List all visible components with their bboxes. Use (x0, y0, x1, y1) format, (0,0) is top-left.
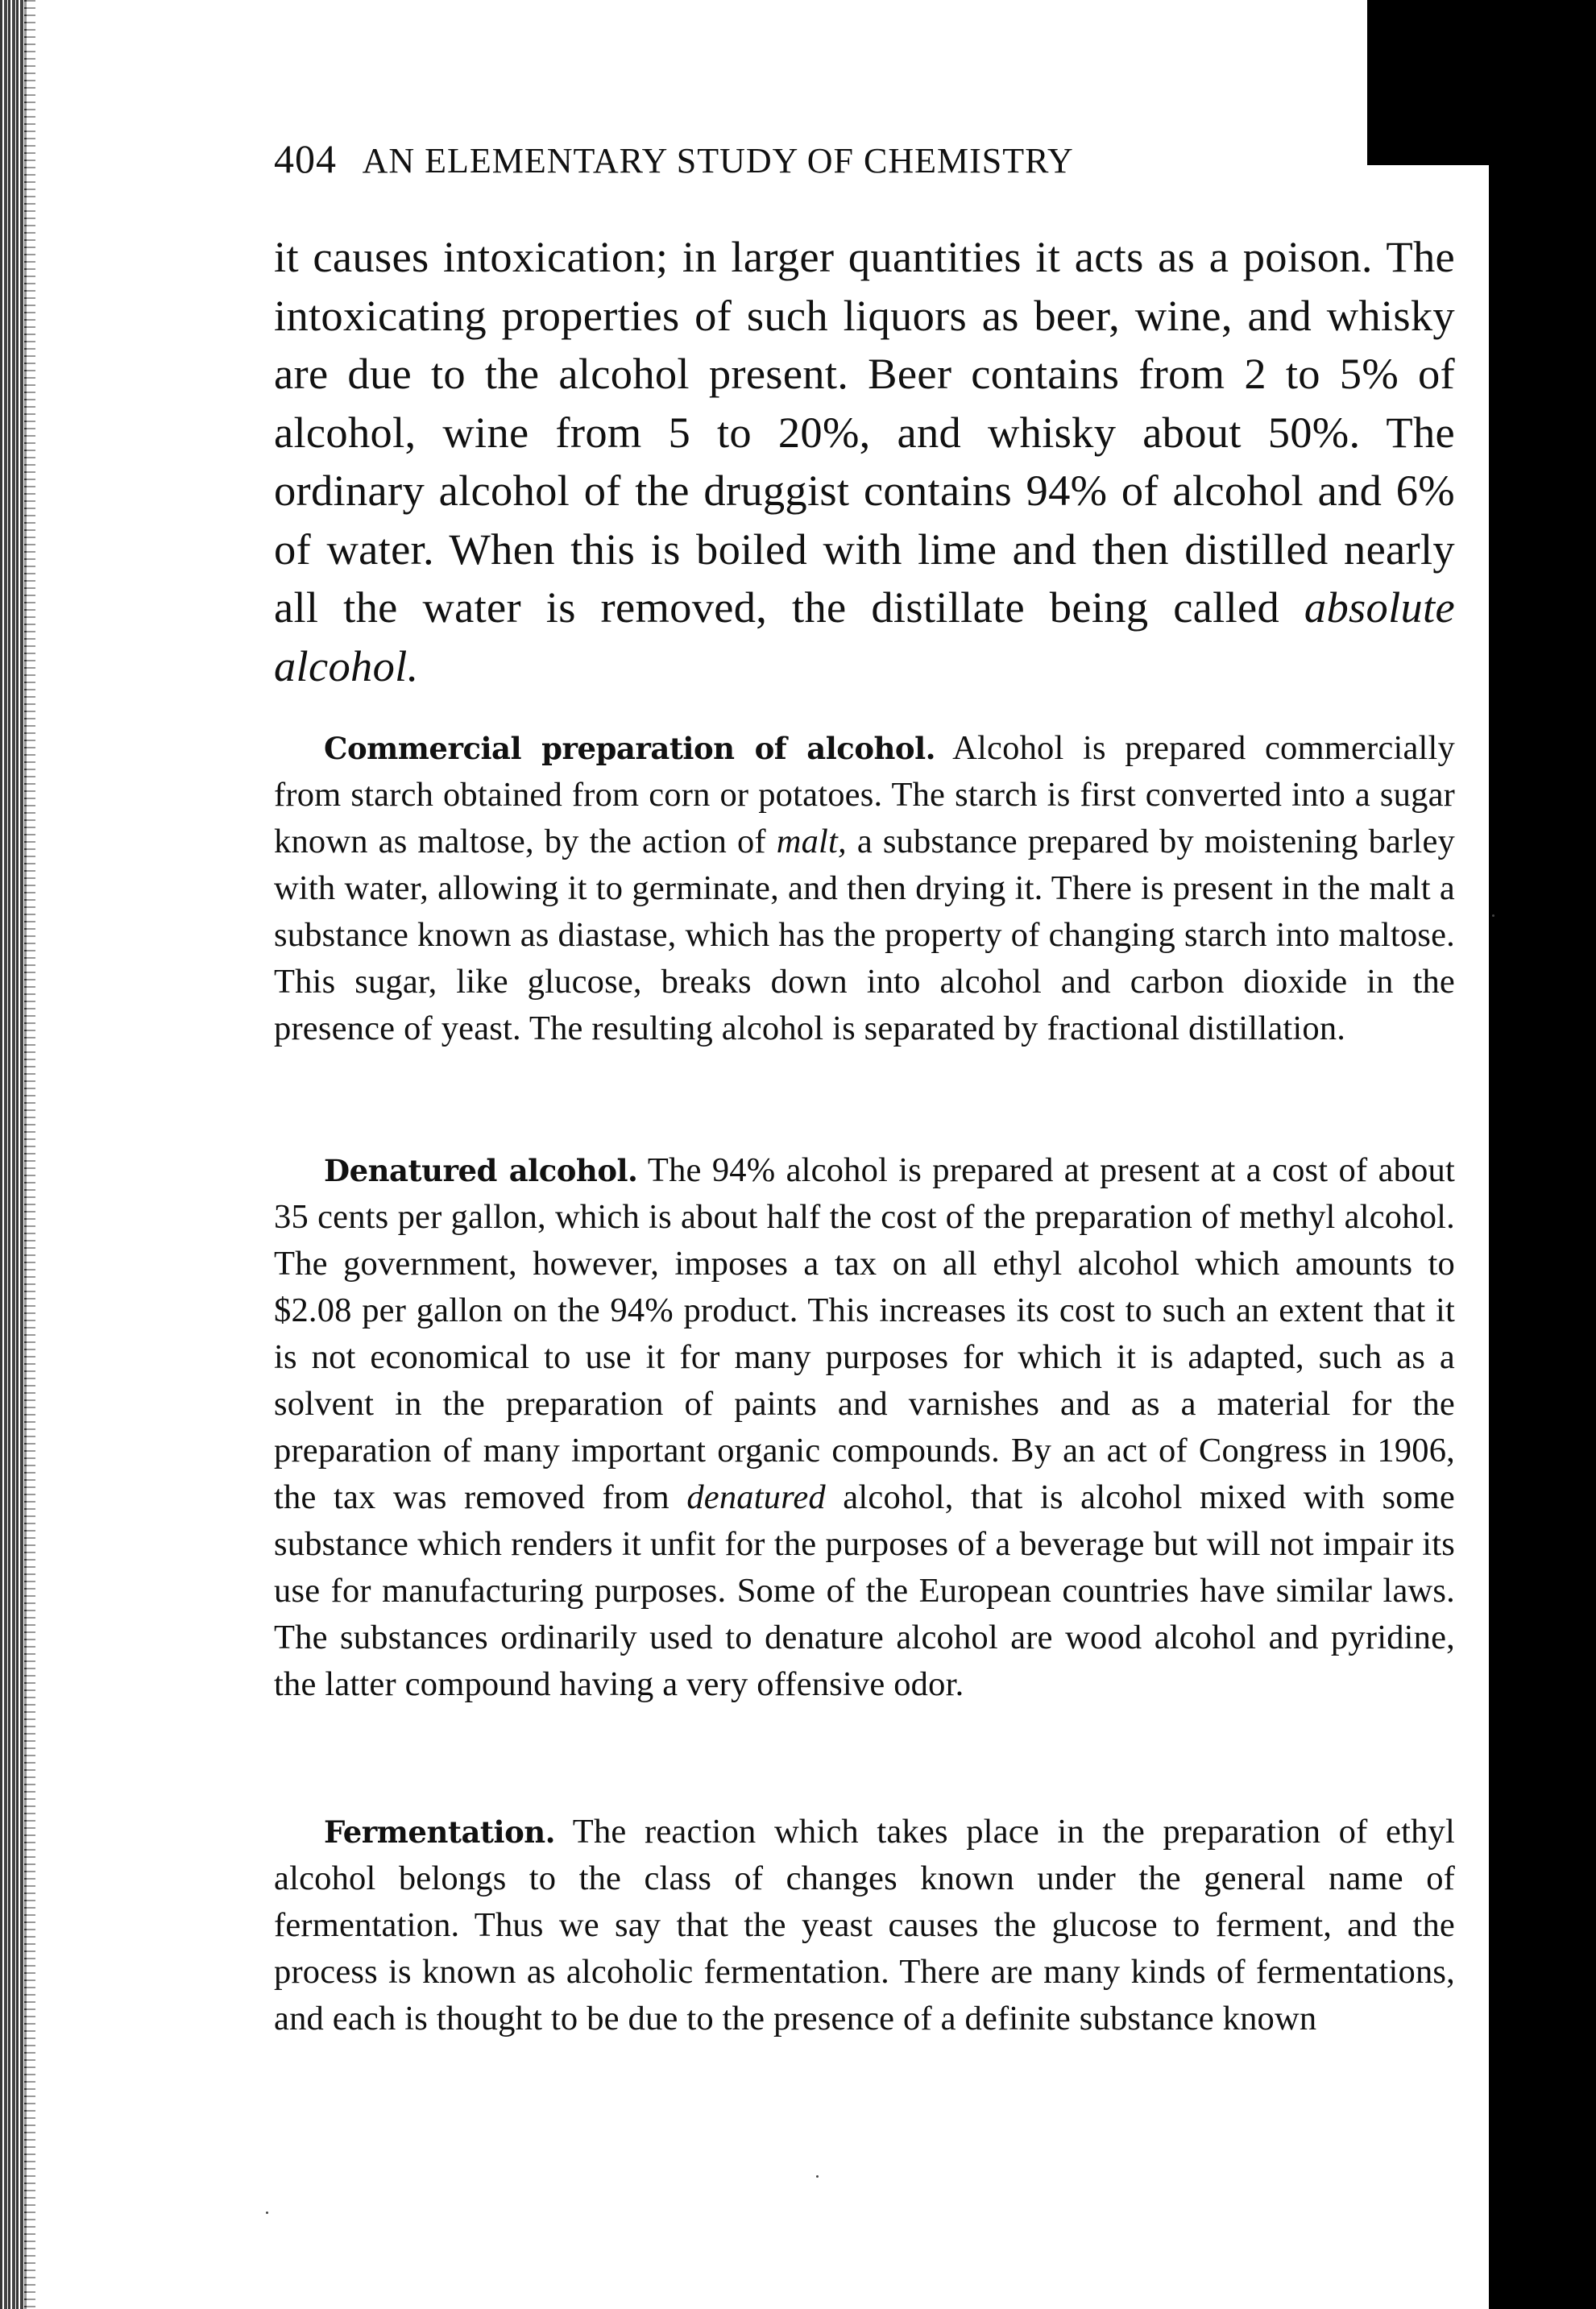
section-text: Alcohol is prepared commercially from starch obtained from corn or potatoes. The starch is first converted into a sugar known as maltose, by the action of (274, 729, 1455, 860)
section-fermentation (274, 1809, 1455, 2042)
section-heading: Commercial preparation of alcohol. (324, 731, 936, 766)
scan-speck (1492, 914, 1494, 917)
book-binding-edge (0, 0, 27, 2309)
scan-border-right (1489, 0, 1596, 2309)
section-text-after: a substance prepared by moistening barley with water, allowing it to germinate, and then drying it. There is present in the malt a substance known as diastase, which has the property of changing starch into maltose. This sugar, like glucose, breaks down into alcohol and carbon dioxide in the presence of yeast. The resulting alcohol is separated by fractional distillation. (274, 823, 1455, 1047)
section-heading: Fermentation. (324, 1814, 556, 1850)
section-text-after: alcohol, that is alcohol mixed with some substance which renders it unfit for the purposes of a beverage but will not impair its use for manufacturing purposes. Some of the European countries have similar laws. The substances ordinarily used to denature alcohol are wood alcohol and pyridine, the latter compound having a very offensive odor. (274, 1478, 1455, 1703)
section-commercial-preparation (274, 725, 1455, 1052)
section-italic-term: denatured (686, 1478, 826, 1516)
book-binding-shadow (24, 0, 35, 2309)
section-text: The reaction which takes place in the preparation of ethyl alcohol belongs to the class of changes known under the general name of fermentation. Thus we say that the yeast causes the glucose to ferment, and the process is known as alcoholic fermentation. There are many kinds of fermentations, and each is thought to be due to the presence of a definite substance known (274, 1813, 1455, 2037)
running-header (274, 135, 1370, 182)
scan-speck (816, 2175, 819, 2178)
scan-border-top-right (1367, 0, 1496, 165)
page-number: 404 (274, 136, 337, 181)
section-denatured-alcohol (274, 1147, 1455, 1708)
lead-paragraph (274, 228, 1455, 695)
section-italic-term: malt, (776, 823, 847, 860)
section-text: The 94% alcohol is prepared at present at a cost of about 35 cents per gallon, which is about half the cost of the preparation of methyl alcohol. The government, however, imposes a tax on all ethyl alcohol which amounts to $2.08 per gallon on the 94% product. This increases its cost to such an extent that it is not economical to use it for many purposes for which it is adapted, such as a solvent in the preparation of paints and varnishes and as a material for the preparation of many important organic compounds. By an act of Congress in 1906, the tax was removed from (274, 1151, 1455, 1516)
lead-italic-term: absolute alcohol. (274, 582, 1455, 690)
section-heading: Denatured alcohol. (324, 1153, 638, 1188)
lead-text: it causes intoxication; in larger quantities it acts as a poison. The intoxicating properties of such liquors as beer, wine, and whisky are due to the alcohol present. Beer contains from 2 to 5% of alcohol, wine from 5 to 20%, and whisky about 50%. The ordinary alcohol of the druggist contains 94% of alcohol and 6% of water. When this is boiled with lime and then distilled nearly all the water is removed, the distillate being called (274, 232, 1455, 632)
running-head-title: AN ELEMENTARY STUDY OF CHEMISTRY (362, 141, 1074, 180)
scan-speck (266, 2212, 268, 2214)
